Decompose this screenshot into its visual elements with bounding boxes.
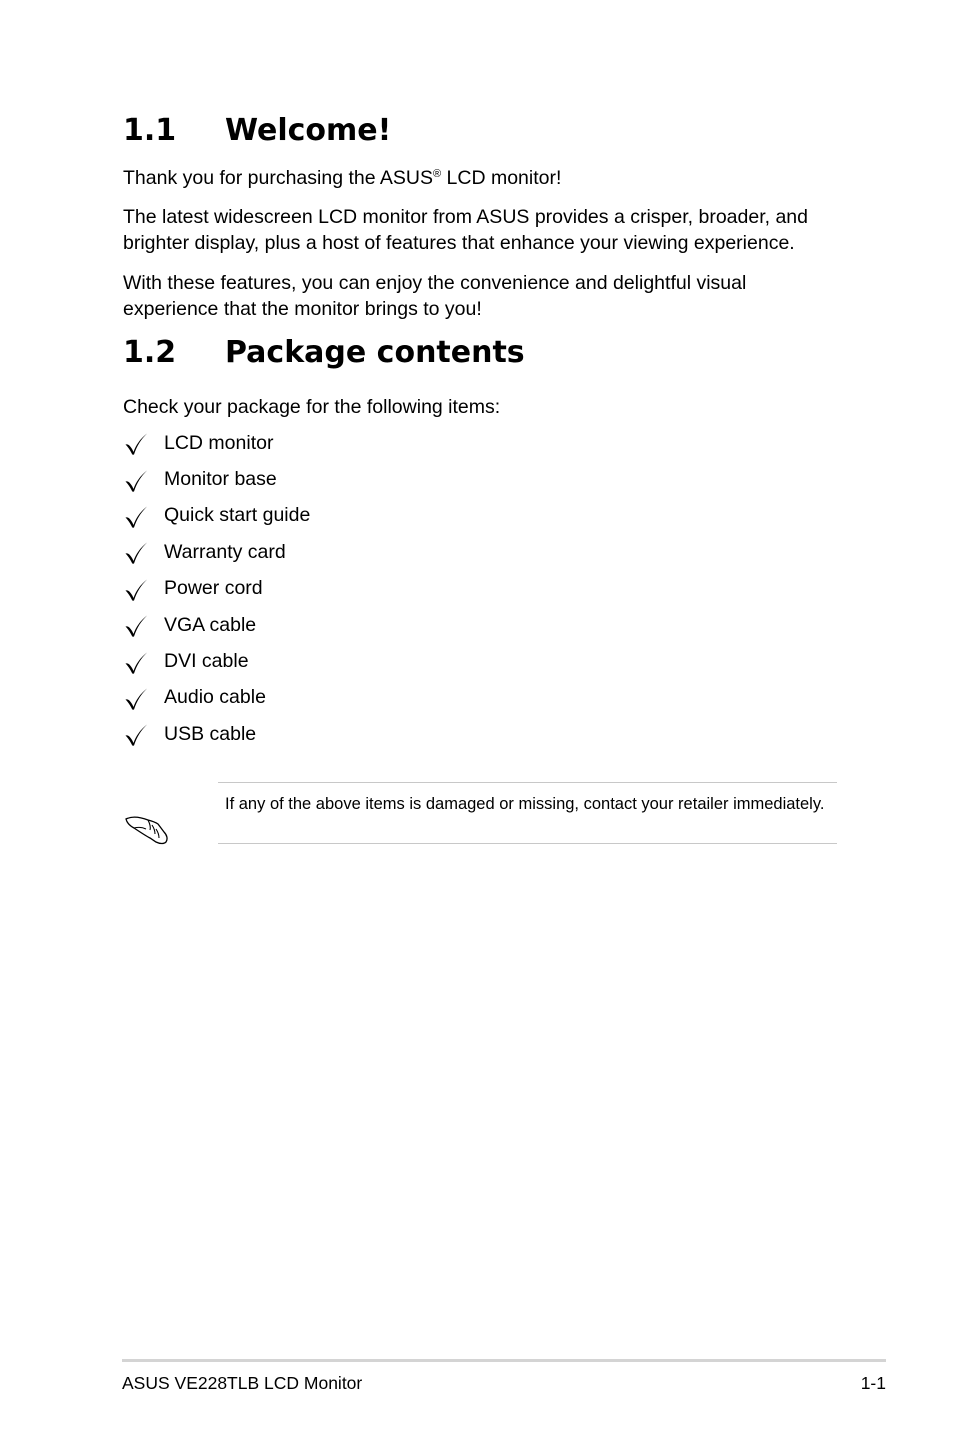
checkmark-icon xyxy=(123,467,149,493)
checkmark-icon xyxy=(123,685,149,711)
checkmark-icon xyxy=(123,539,149,565)
footer-page-number: 1-1 xyxy=(860,1373,886,1393)
section-title: Package contents xyxy=(225,335,525,370)
package-intro: Check your package for the following items: xyxy=(123,396,501,418)
registered-mark: ® xyxy=(433,168,442,180)
checklist-item-label: Quick start guide xyxy=(164,504,311,527)
checklist-item xyxy=(123,534,310,570)
section-number: 1.1 xyxy=(123,113,177,148)
intro-paragraph: The latest widescreen LCD monitor from ASUS provides a crisper, broader, and brighter display, plus a host of features that enhance your viewing experience. xyxy=(123,206,808,254)
note-box xyxy=(218,782,837,844)
checklist-item xyxy=(123,498,310,534)
checklist-item-label: Power cord xyxy=(164,577,263,600)
section-heading-welcome xyxy=(123,113,391,149)
checklist-item xyxy=(123,461,310,497)
section-heading-package-contents xyxy=(123,335,525,371)
checklist-item xyxy=(123,425,310,461)
checklist-item-label: Audio cable xyxy=(164,686,266,709)
checklist-item-label: LCD monitor xyxy=(164,431,274,454)
checklist-item xyxy=(123,643,310,679)
hand-pointer-icon xyxy=(122,808,172,848)
features-paragraph: With these features, you can enjoy the convenience and delightful visual experience that the monitor brings to you! xyxy=(123,272,747,320)
section-number: 1.2 xyxy=(123,335,177,370)
checklist-item xyxy=(123,680,310,716)
checklist-item-label: Warranty card xyxy=(164,540,286,563)
checklist-item xyxy=(123,716,310,752)
checklist-item xyxy=(123,571,310,607)
checkmark-icon xyxy=(123,612,149,638)
checkmark-icon xyxy=(123,721,149,747)
thank-you-paragraph: Thank you for purchasing the ASUS® LCD monitor! xyxy=(123,167,562,189)
footer-product-name: ASUS VE228TLB LCD Monitor xyxy=(122,1373,363,1393)
checklist-item-label: VGA cable xyxy=(164,613,257,636)
checklist-item-label: USB cable xyxy=(164,722,257,745)
checklist-item-label: DVI cable xyxy=(164,650,249,673)
note-text: If any of the above items is damaged or missing, contact your retailer immediately. xyxy=(225,795,825,813)
section-title: Welcome! xyxy=(225,113,392,148)
checkmark-icon xyxy=(123,649,149,675)
checkmark-icon xyxy=(123,430,149,456)
footer-divider xyxy=(122,1359,886,1362)
checklist-item-label: Monitor base xyxy=(164,468,277,491)
package-checklist xyxy=(123,425,310,753)
checklist-item xyxy=(123,607,310,643)
checkmark-icon xyxy=(123,503,149,529)
checkmark-icon xyxy=(123,576,149,602)
